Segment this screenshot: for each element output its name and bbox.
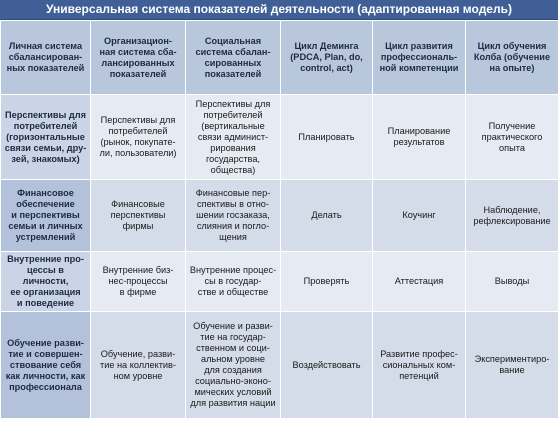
header-text: Личная система сбалансирован- ных показателей — [6, 41, 85, 73]
cell-text: Коучинг — [402, 210, 436, 220]
row-header-cell — [1, 312, 91, 419]
row-header-cell — [1, 95, 91, 180]
table-cell — [91, 252, 186, 312]
cell-text: Финансовое обеспечение и перспективы семьи и личных устремлений — [8, 188, 83, 242]
table-title: Универсальная система показателей деятельности (адаптированная модель) — [0, 0, 558, 20]
table-cell — [186, 312, 281, 419]
column-header-organizational — [91, 21, 186, 95]
table-row — [1, 180, 558, 252]
header-text: Цикл обучения Колба (обучение на опыте) — [473, 41, 551, 73]
table-cell — [466, 180, 558, 252]
table-cell — [186, 95, 281, 180]
column-header-social — [186, 21, 281, 95]
cell-text: Планировать — [298, 131, 355, 142]
header-row — [1, 21, 558, 95]
table-cell — [186, 252, 281, 312]
column-header-deming — [281, 21, 373, 95]
cell-text: Выводы — [494, 276, 530, 286]
table-cell — [373, 180, 466, 252]
cell-text: Перспективы для потребителей (рынок, покупате- ли, пользователи) — [99, 115, 177, 158]
table-cell — [466, 252, 558, 312]
table-row — [1, 95, 558, 180]
cell-text: Аттестация — [394, 276, 444, 286]
cell-text: Внутренние процес- сы в государ- стве и обществе — [189, 265, 277, 297]
table-cell — [281, 252, 373, 312]
cell-text: Обучение, разви- тие на коллектив- ном уровне — [99, 348, 176, 381]
table-cell — [91, 95, 186, 180]
table-cell — [373, 252, 466, 312]
table-row — [1, 312, 558, 419]
cell-text: Финансовые перспективы фирмы — [110, 199, 166, 231]
cell-text: Перспективы для потребителей (вертикальные связи админист- рирования государства, общества) — [195, 98, 271, 175]
column-header-competence — [373, 21, 466, 95]
header-text: Социальная система сбалан- сированных показателей — [195, 35, 271, 79]
cell-text: Получение практического опыта — [481, 120, 543, 153]
table-cell — [373, 95, 466, 180]
cell-text: Планирование результатов — [387, 126, 451, 147]
cell-text: Обучение разви- тие и совершен- ствование себя как личности, как профессионала — [5, 337, 86, 392]
row-header-cell — [1, 180, 91, 252]
table-cell — [91, 180, 186, 252]
table-cell — [281, 180, 373, 252]
row-header-cell — [1, 252, 91, 312]
cell-text: Перспективы для потребителей (горизонтальные связи семьи, дру- зей, знакомых) — [4, 109, 87, 164]
header-text: Цикл развития профессиональ- ной компетенции — [379, 41, 459, 73]
cell-text: Обучение и разви- тие на государ- ственном и соци- альном уровне для создания социально-эконо- мических условий для развития нации — [190, 321, 276, 408]
cell-text: Экспериментиро- вание — [474, 354, 550, 375]
cell-text: Делать — [311, 210, 342, 220]
header-text: Цикл Деминга (PDCA, Plan, do, control, act) — [290, 41, 363, 73]
table-cell — [466, 95, 558, 180]
table-cell — [281, 312, 373, 419]
table-cell — [373, 312, 466, 419]
table-cell — [281, 95, 373, 180]
table-cell — [91, 312, 186, 419]
header-text: Организацион- ная система сба- лансированных показателей — [99, 35, 177, 79]
table-row — [1, 252, 558, 312]
table-cell — [186, 180, 281, 252]
table-cell — [466, 312, 558, 419]
cell-text: Внутренние про- цессы в личности, ее организация и поведение — [7, 254, 84, 308]
cell-text: Финансовые пер- спективы в отно- шении госзаказа, слияния и погло- щения — [195, 188, 271, 242]
cell-text: Воздействовать — [292, 359, 361, 370]
column-header-kolb — [466, 21, 558, 95]
indicators-table — [0, 20, 558, 419]
cell-text: Развитие профес- сиональных ком- петенций — [380, 348, 458, 381]
cell-text: Наблюдение, рефлексирование — [473, 204, 551, 226]
column-header-personal — [1, 21, 91, 95]
cell-text: Внутренние биз- нес-процессы в фирме — [102, 265, 174, 297]
cell-text: Проверять — [303, 276, 350, 286]
